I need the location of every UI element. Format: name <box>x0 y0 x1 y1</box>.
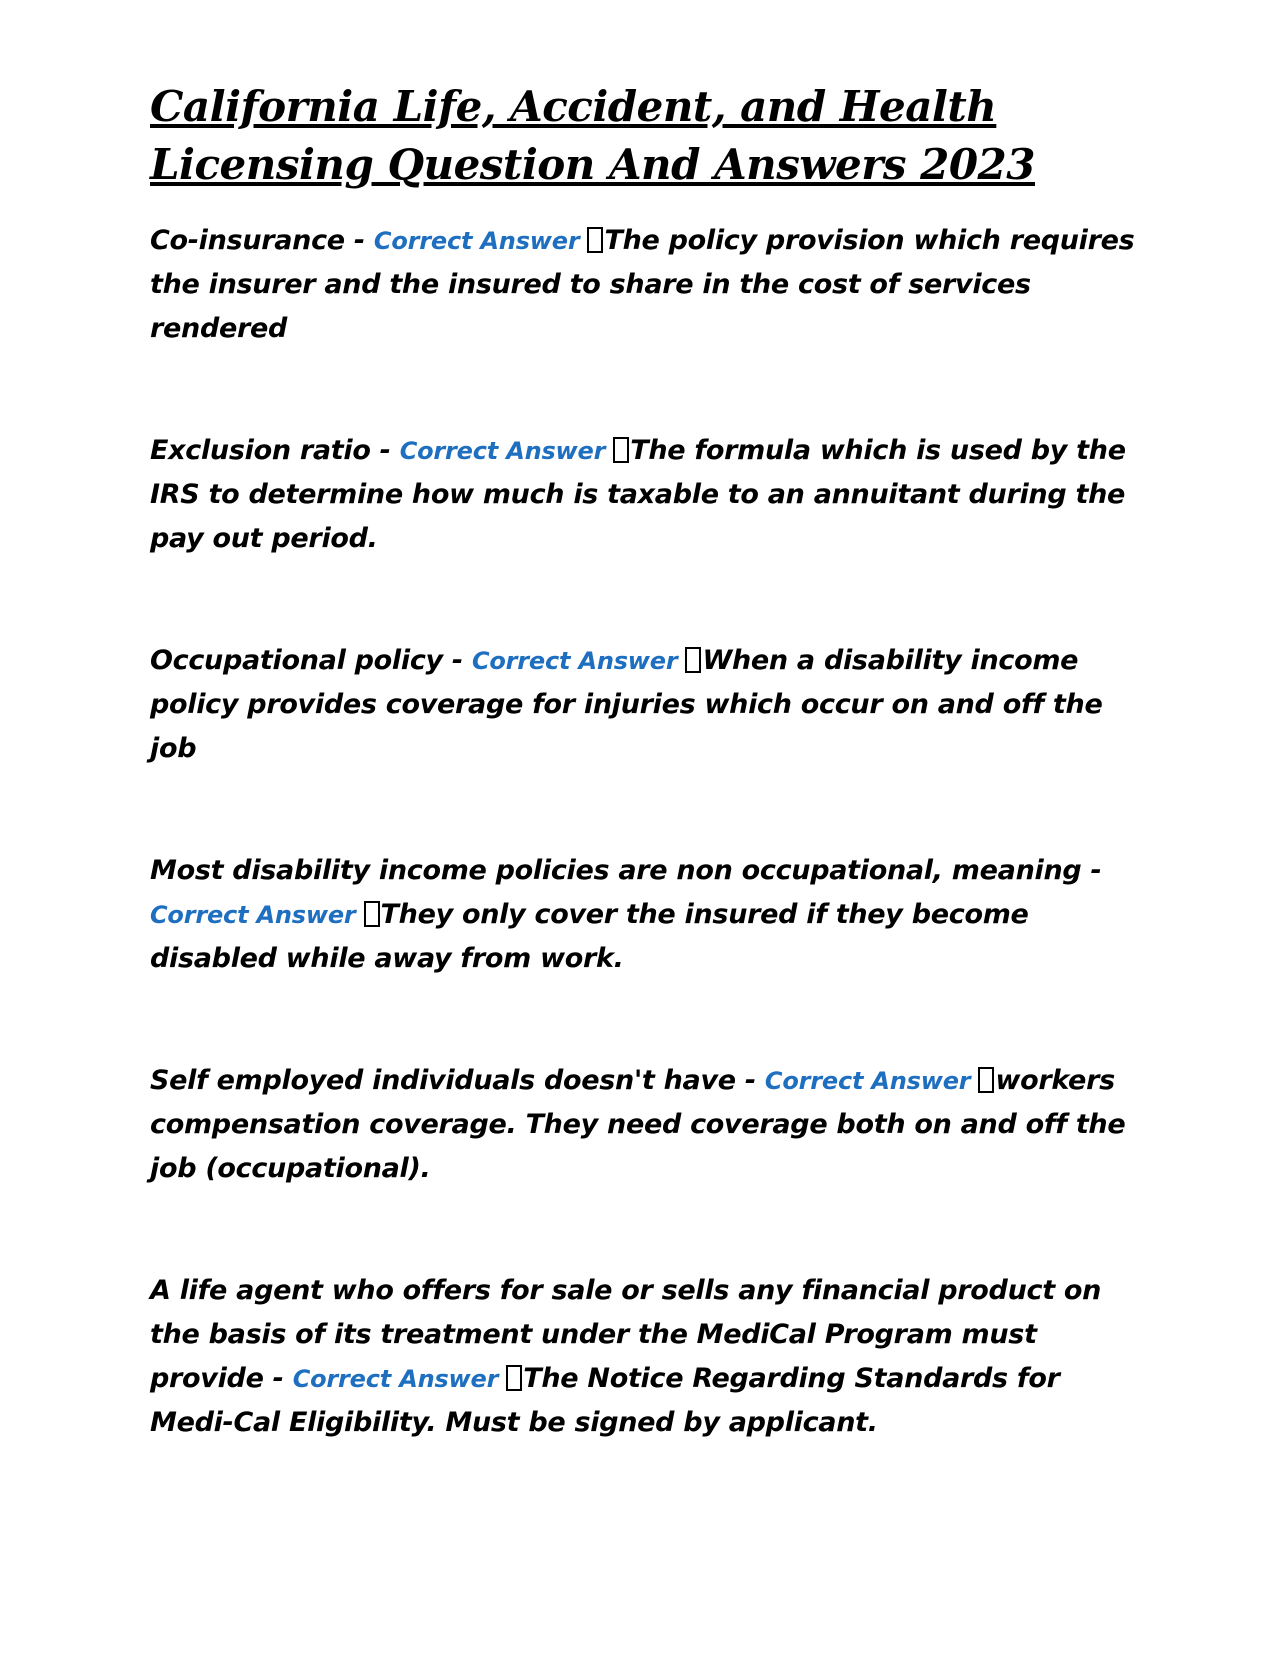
missing-glyph-icon <box>506 1365 522 1391</box>
title-line-2: Licensing Question And Answers 2023 <box>150 140 1036 189</box>
answer-text: workers compensation coverage. They need coverage both on and off the job (occupational). <box>150 1065 1126 1184</box>
question-term: Self employed individuals doesn't have - <box>150 1065 765 1096</box>
answer-text: The policy provision which requires the insurer and the insured to share in the cost of services rendered <box>150 225 1135 344</box>
missing-glyph-icon <box>587 227 603 253</box>
qa-entry <box>150 1269 1140 1445</box>
correct-answer-label: Correct Answer <box>292 1365 499 1393</box>
correct-answer-label: Correct Answer <box>150 901 356 929</box>
correct-answer-label: Correct Answer <box>373 227 580 255</box>
qa-entry <box>150 1059 1140 1191</box>
question-term: Co-insurance - <box>150 225 374 256</box>
question-term: Most disability income policies are non occupational, meaning - <box>150 855 1102 886</box>
missing-glyph-icon <box>613 437 629 463</box>
title-line-1: California Life, Accident, and Health <box>150 82 997 131</box>
answer-text: The formula which is used by the IRS to determine how much is taxable to an annuitant during the pay out period. <box>150 435 1126 554</box>
document-page <box>150 78 1140 1445</box>
correct-answer-label: Correct Answer <box>399 437 606 465</box>
question-term: Occupational policy - <box>150 645 472 676</box>
qa-entry <box>150 639 1140 771</box>
document-title <box>150 78 1140 194</box>
qa-entry <box>150 219 1140 351</box>
question-term: Exclusion ratio - <box>150 435 400 466</box>
question-term: A life agent who offers for sale or sells any financial product on the basis of its treatment under the MediCal Program must provide - <box>150 1275 1102 1394</box>
answer-text: When a disability income policy provides coverage for injuries which occur on and off the job <box>150 645 1103 764</box>
missing-glyph-icon <box>978 1067 994 1093</box>
answer-text: The Notice Regarding Standards for Medi-Cal Eligibility. Must be signed by applicant. <box>150 1363 1060 1438</box>
correct-answer-label: Correct Answer <box>471 647 678 675</box>
qa-entry <box>150 849 1140 981</box>
missing-glyph-icon <box>364 901 380 927</box>
qa-entry <box>150 429 1140 561</box>
missing-glyph-icon <box>685 647 701 673</box>
answer-text: They only cover the insured if they become disabled while away from work. <box>150 899 1029 974</box>
correct-answer-label: Correct Answer <box>764 1067 971 1095</box>
